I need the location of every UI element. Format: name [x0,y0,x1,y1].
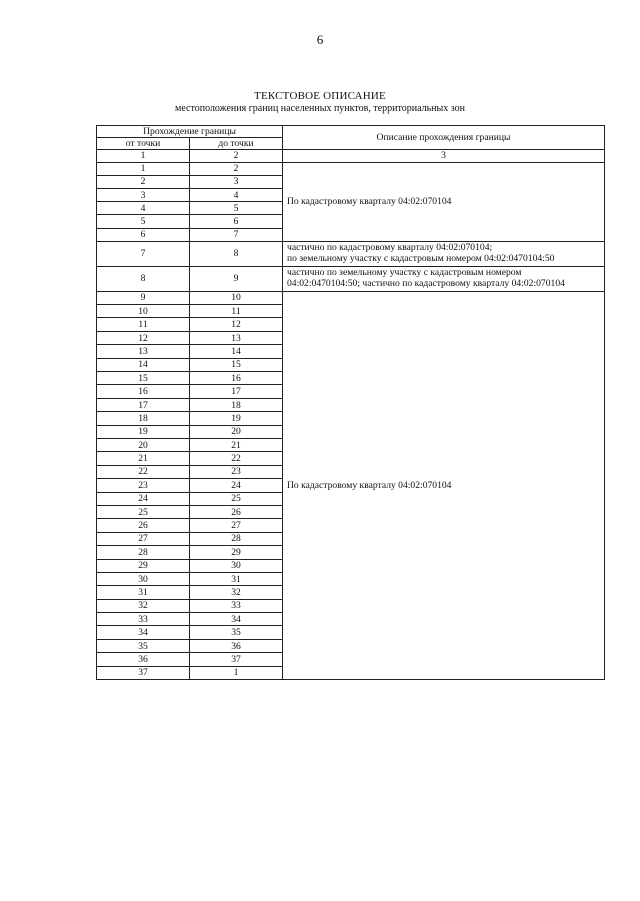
to-point-cell: 37 [190,653,283,666]
from-point-cell: 4 [97,202,190,215]
from-point-cell: 37 [97,666,190,679]
column-number-2: 2 [190,150,283,162]
to-point-cell: 19 [190,412,283,425]
description-line: частично по земельному участку с кадастровым номером [287,267,522,279]
description-line: 04:02:0470104:50; частично по кадастровому кварталу 04:02:070104 [287,277,565,289]
from-point-cell: 16 [97,385,190,398]
from-point-cell: 13 [97,345,190,358]
header-row-1 [97,126,605,138]
to-point-cell: 18 [190,398,283,411]
to-point-cell: 13 [190,331,283,344]
to-point-cell: 25 [190,492,283,505]
to-point-cell: 31 [190,572,283,585]
to-point-cell: 33 [190,599,283,612]
to-point-cell: 23 [190,465,283,478]
description-line: по земельному участку с кадастровым номером 04:02:0470104:50 [287,252,555,264]
table-row [97,291,605,304]
to-point-cell: 15 [190,358,283,371]
from-point-cell: 23 [97,479,190,492]
boundary-description-table [96,125,605,680]
to-point-cell: 12 [190,318,283,331]
from-point-cell: 35 [97,639,190,652]
to-point-cell: 16 [190,372,283,385]
from-point-cell: 14 [97,358,190,371]
to-point-cell: 9 [190,266,283,291]
from-point-cell: 12 [97,331,190,344]
column-number-3: 3 [283,150,605,162]
from-point-cell: 18 [97,412,190,425]
to-point-cell: 10 [190,291,283,304]
from-point-cell: 29 [97,559,190,572]
to-point-cell: 28 [190,532,283,545]
column-number-row [97,150,605,162]
to-point-cell: 14 [190,345,283,358]
from-point-cell: 9 [97,291,190,304]
to-point-cell: 32 [190,586,283,599]
description-line: По кадастровому кварталу 04:02:070104 [287,479,452,491]
from-point-cell: 24 [97,492,190,505]
table-row [97,266,605,291]
from-point-cell: 26 [97,519,190,532]
to-point-cell: 4 [190,188,283,201]
to-point-cell: 20 [190,425,283,438]
table-row [97,241,605,266]
from-point-cell: 15 [97,372,190,385]
to-point-cell: 24 [190,479,283,492]
to-point-cell: 6 [190,215,283,228]
from-point-cell: 6 [97,228,190,241]
from-point-cell: 25 [97,505,190,518]
to-point-cell: 36 [190,639,283,652]
document-title: ТЕКСТОВОЕ ОПИСАНИЕ [254,90,386,102]
header-from-point: от точки [97,138,190,150]
description-cell [283,241,605,266]
to-point-cell: 35 [190,626,283,639]
to-point-cell: 3 [190,175,283,188]
to-point-cell: 27 [190,519,283,532]
to-point-cell: 11 [190,305,283,318]
from-point-cell: 33 [97,613,190,626]
description-line: По кадастровому кварталу 04:02:070104 [287,196,452,208]
to-point-cell: 1 [190,666,283,679]
from-point-cell: 11 [97,318,190,331]
from-point-cell: 1 [97,162,190,175]
from-point-cell: 10 [97,305,190,318]
table-row [97,162,605,175]
to-point-cell: 7 [190,228,283,241]
to-point-cell: 30 [190,559,283,572]
to-point-cell: 22 [190,452,283,465]
to-point-cell: 21 [190,438,283,451]
from-point-cell: 28 [97,546,190,559]
to-point-cell: 29 [190,546,283,559]
to-point-cell: 2 [190,162,283,175]
from-point-cell: 27 [97,532,190,545]
header-boundary-passage: Прохождение границы [97,126,283,138]
description-cell [283,162,605,241]
column-number-1: 1 [97,150,190,162]
from-point-cell: 32 [97,599,190,612]
from-point-cell: 7 [97,241,190,266]
from-point-cell: 30 [97,572,190,585]
from-point-cell: 31 [97,586,190,599]
from-point-cell: 22 [97,465,190,478]
page-number: 6 [316,32,324,47]
document-subtitle: местоположения границ населенных пунктов, территориальных зон [175,103,465,114]
to-point-cell: 26 [190,505,283,518]
from-point-cell: 36 [97,653,190,666]
header-to-point: до точки [190,138,283,150]
table-body [97,126,605,680]
description-cell [283,266,605,291]
to-point-cell: 34 [190,613,283,626]
from-point-cell: 20 [97,438,190,451]
to-point-cell: 17 [190,385,283,398]
header-description: Описание прохождения границы [283,126,605,150]
description-cell [283,291,605,679]
from-point-cell: 19 [97,425,190,438]
from-point-cell: 3 [97,188,190,201]
from-point-cell: 21 [97,452,190,465]
to-point-cell: 5 [190,202,283,215]
to-point-cell: 8 [190,241,283,266]
from-point-cell: 34 [97,626,190,639]
from-point-cell: 8 [97,266,190,291]
from-point-cell: 2 [97,175,190,188]
description-line: частично по кадастровому кварталу 04:02:070104; [287,242,493,254]
from-point-cell: 5 [97,215,190,228]
from-point-cell: 17 [97,398,190,411]
